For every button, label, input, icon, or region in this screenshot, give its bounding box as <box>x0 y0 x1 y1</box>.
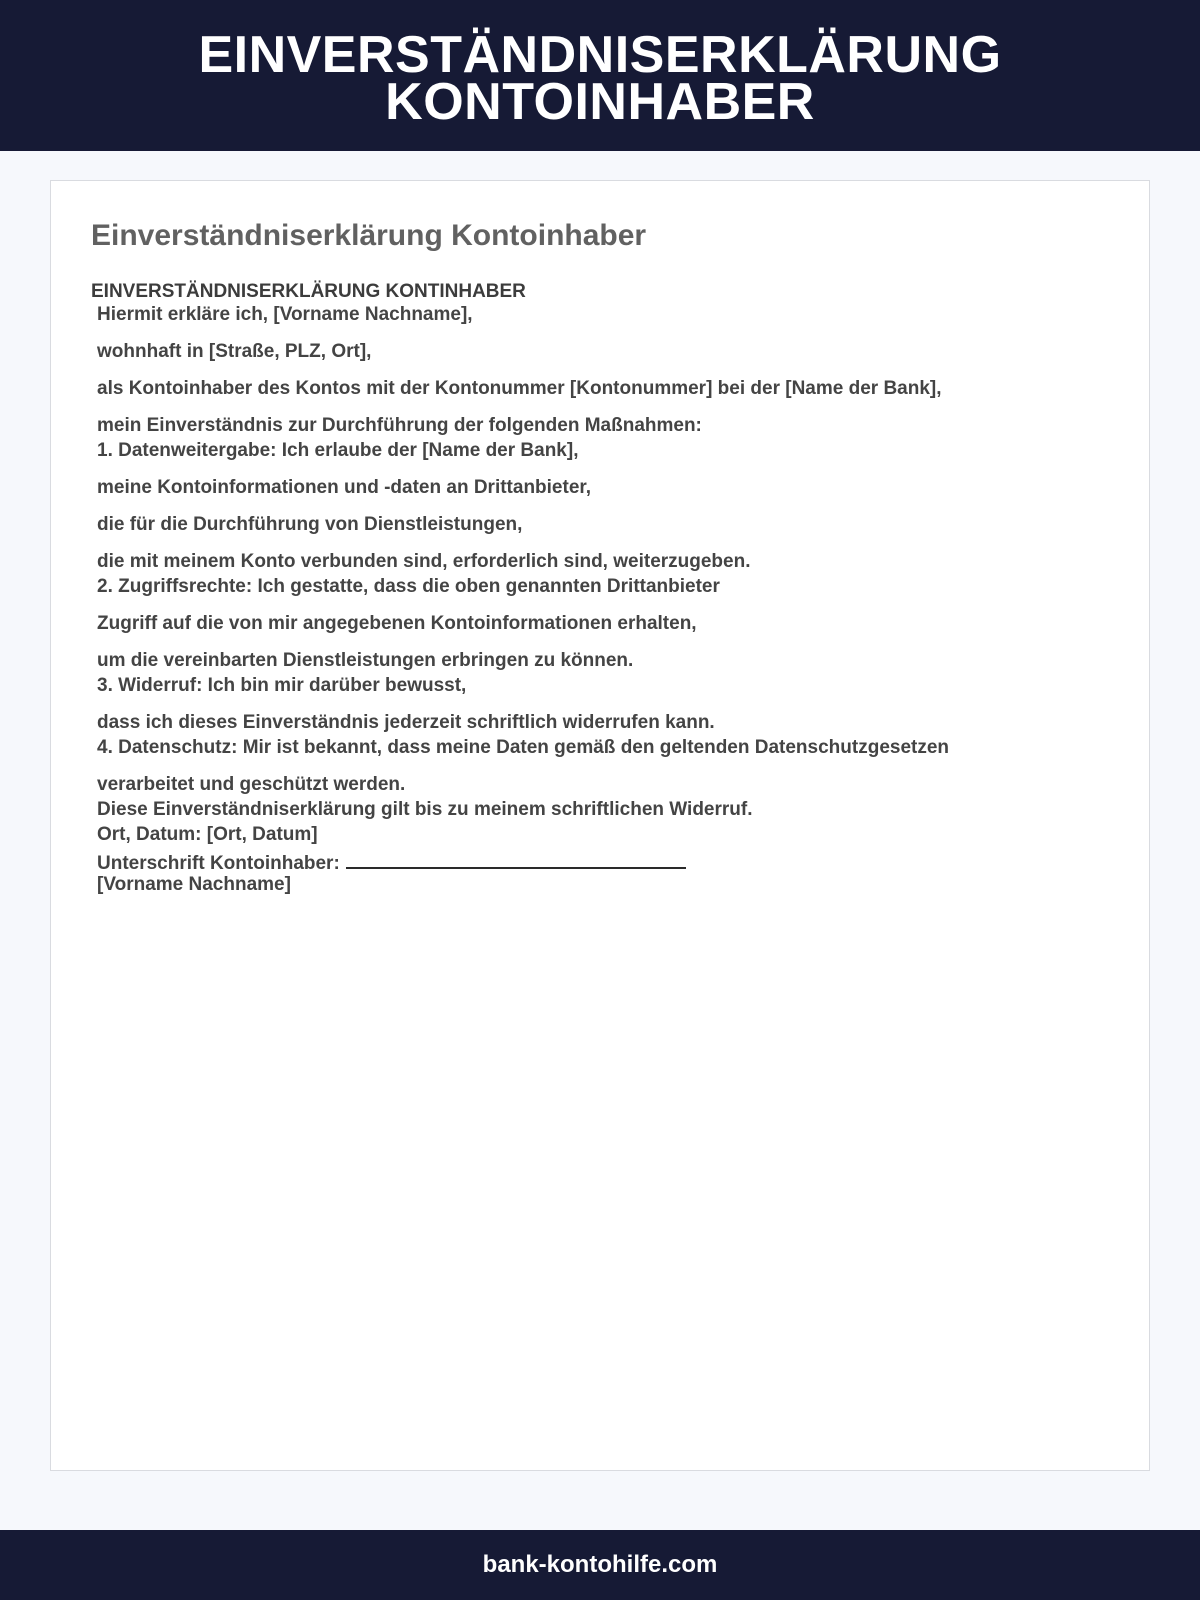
footer-site: bank-kontohilfe.com <box>482 1551 718 1578</box>
doc-line: 4. Datenschutz: Mir ist bekannt, dass meine Daten gemäß den geltenden Datenschutzgesetzen <box>97 737 950 758</box>
doc-line: dass ich dieses Einverständnis jederzeit schriftlich widerrufen kann. <box>97 712 715 733</box>
doc-line: Hiermit erkläre ich, [Vorname Nachname], <box>97 304 473 325</box>
doc-line: Zugriff auf die von mir angegebenen Kontoinformationen erhalten, <box>97 613 697 634</box>
doc-line: meine Kontoinformationen und -daten an Drittanbieter, <box>97 477 592 498</box>
doc-line: mein Einverständnis zur Durchführung der folgenden Maßnahmen: <box>97 415 702 436</box>
doc-line: wohnhaft in [Straße, PLZ, Ort], <box>97 341 372 362</box>
signature-line <box>346 849 686 869</box>
doc-line: Ort, Datum: [Ort, Datum] <box>97 824 318 845</box>
document-card <box>50 180 1150 1471</box>
signature-row <box>97 849 686 875</box>
footer <box>0 1530 1200 1600</box>
doc-line: [Vorname Nachname] <box>97 874 291 895</box>
doc-line: verarbeitet und geschützt werden. <box>97 774 406 795</box>
header-banner <box>0 0 1200 151</box>
doc-line: die für die Durchführung von Dienstleistungen, <box>97 514 523 535</box>
doc-line: 2. Zugriffsrechte: Ich gestatte, dass die oben genannten Drittanbieter <box>97 576 720 597</box>
doc-line: die mit meinem Konto verbunden sind, erforderlich sind, weiterzugeben. <box>97 551 751 572</box>
doc-line: als Kontoinhaber des Kontos mit der Kontonummer [Kontonummer] bei der [Name der Bank], <box>97 378 942 399</box>
document-title: Einverständniserklärung Kontoinhaber <box>91 219 647 252</box>
doc-line: um die vereinbarten Dienstleistungen erbringen zu können. <box>97 650 634 671</box>
doc-line: 3. Widerruf: Ich bin mir darüber bewusst, <box>97 675 467 696</box>
doc-line: Diese Einverständniserklärung gilt bis zu meinem schriftlichen Widerruf. <box>97 799 753 820</box>
doc-line: 1. Datenweitergabe: Ich erlaube der [Name der Bank], <box>97 440 579 461</box>
document-heading: EINVERSTÄNDNISERKLÄRUNG KONTINHABER <box>91 281 526 302</box>
signature-label: Unterschrift Kontoinhaber: <box>97 853 340 874</box>
banner-title: EINVERSTÄNDNISERKLÄRUNG KONTOINHABER <box>198 25 1002 131</box>
